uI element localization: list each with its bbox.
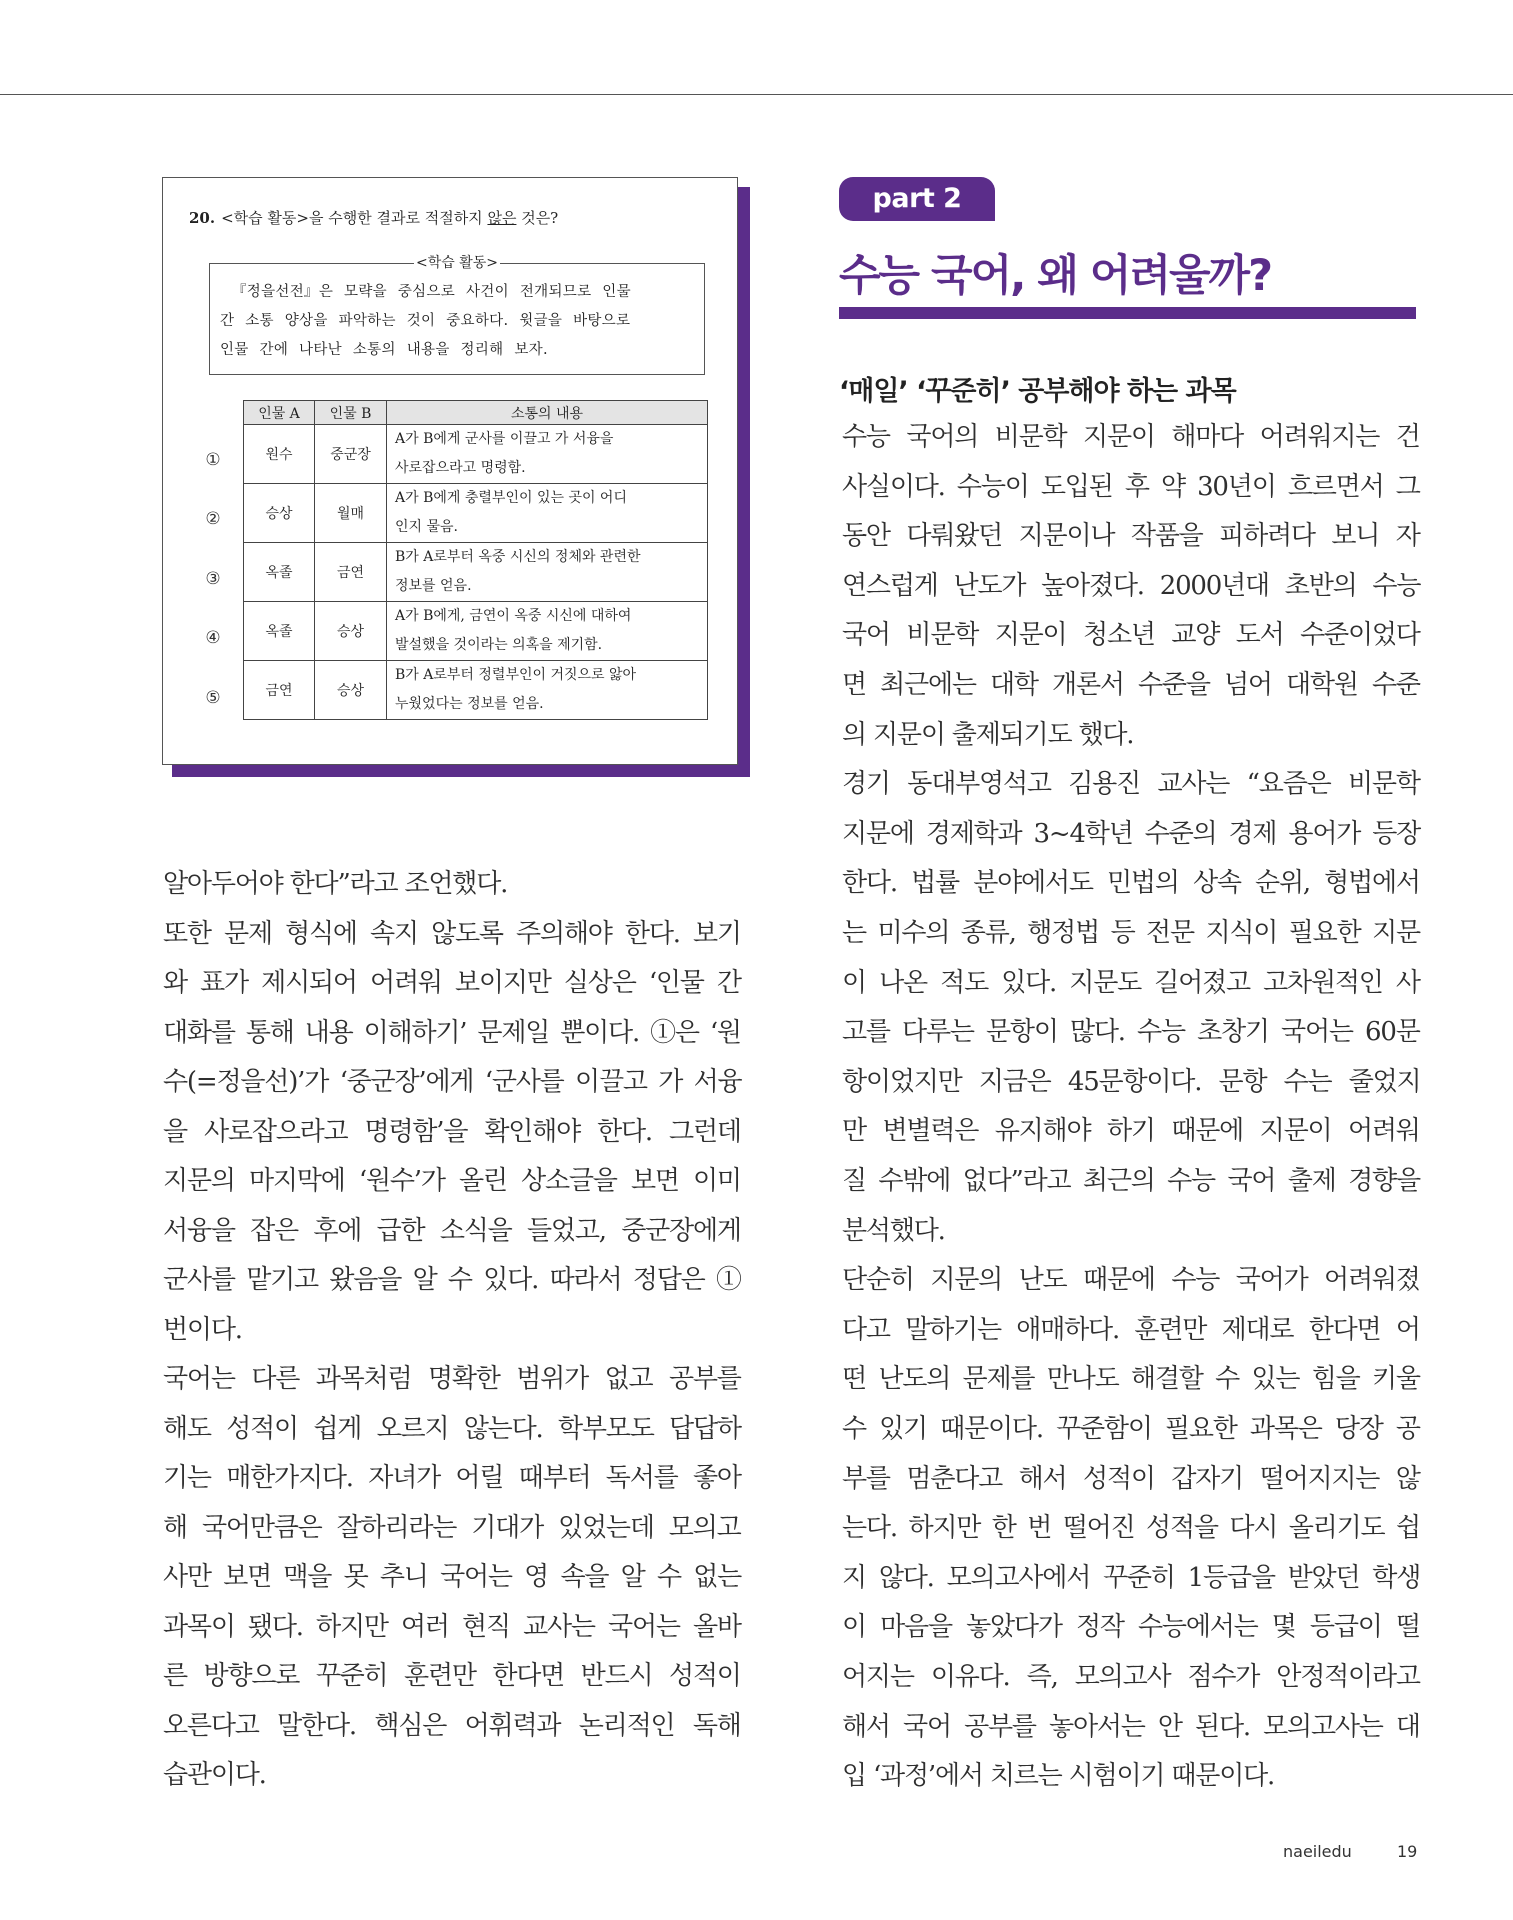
- table-cell-person-a: 금연: [244, 661, 315, 720]
- question-prompt-end: 것은?: [516, 209, 559, 227]
- body-text-line: 서융을 잡은 후에 급한 소식을 들었고, 중군장에게: [163, 1215, 741, 1246]
- top-rule: [0, 94, 1513, 95]
- question-title: [189, 207, 558, 228]
- body-text-line: 입 ‘과정’에서 치르는 시험이기 때문이다.: [842, 1761, 1275, 1792]
- body-text-line: 과목이 됐다. 하지만 여러 현직 교사는 국어는 올바: [163, 1611, 741, 1642]
- body-text-line: 수(=정을선)’가 ‘중군장’에게 ‘군사를 이끌고 가 서융: [163, 1067, 742, 1097]
- body-text-line: 의 지문이 출제되기도 했다.: [842, 719, 1134, 750]
- body-text-line: 는다. 하지만 한 번 떨어진 성적을 다시 올리기도 쉽: [842, 1513, 1420, 1544]
- body-text-line: 면 최근에는 대학 개론서 수준을 넘어 대학원 수준: [842, 670, 1420, 700]
- question-box: [162, 177, 740, 767]
- content-line: 발설했을 것이라는 의혹을 제기함.: [395, 637, 603, 653]
- content-line: B가 A로부터 옥중 시신의 정체와 관련한: [395, 549, 641, 565]
- body-text-line: 만 변별력은 유지해야 하기 때문에 지문이 어려워: [842, 1116, 1420, 1147]
- part-label-badge: part 2: [839, 177, 995, 221]
- table-header-cell: 인물 B: [315, 401, 387, 425]
- body-text-line: 동안 다뤄왔던 지문이나 작품을 피하려다 보니 자: [842, 521, 1420, 552]
- content-line: 정보를 얻음.: [395, 578, 472, 594]
- body-text-line: 번이다.: [163, 1314, 242, 1345]
- body-text-line: 항이었지만 지금은 45문항이다. 문항 수는 줄었지: [842, 1066, 1421, 1097]
- content-line: 누웠었다는 정보를 얻음.: [395, 696, 544, 712]
- table-cell-content: [387, 543, 708, 602]
- body-text-line: 사실이다. 수능이 도입된 후 약 30년이 흐르면서 그: [842, 471, 1420, 502]
- body-text-line: 또한 문제 형식에 속지 않도록 주의해야 한다. 보기: [163, 918, 741, 949]
- table-row: [244, 661, 708, 720]
- body-text-line: 해서 국어 공부를 놓아서는 안 된다. 모의고사는 대: [842, 1711, 1420, 1742]
- body-text-line: 수 있기 때문이다. 꾸준함이 필요한 과목은 당장 공: [842, 1414, 1420, 1444]
- body-text-line: 알아두어야 한다”라고 조언했다.: [163, 869, 508, 899]
- table-cell-person-b: 중군장: [315, 425, 387, 484]
- content-line: B가 A로부터 정렬부인이 거짓으로 앓아: [395, 667, 637, 683]
- communication-table: [243, 400, 708, 720]
- body-text-line: 떤 난도의 문제를 만나도 해결할 수 있는 힘을 키울: [842, 1364, 1420, 1395]
- body-text-line: 경기 동대부영석고 김용진 교사는 “요즘은 비문학: [842, 769, 1420, 800]
- body-text-line: 해 국어만큼은 잘하리라는 기대가 있었는데 모의고: [163, 1512, 741, 1543]
- table-cell-person-b: 승상: [315, 661, 387, 720]
- body-text-line: 수능 국어의 비문학 지문이 해마다 어려워지는 건: [842, 422, 1420, 452]
- footer-brand: naeiledu: [1283, 1842, 1352, 1861]
- body-text-line: 분석했다.: [842, 1215, 945, 1246]
- learning-activity-box: [209, 255, 705, 375]
- body-text-line: 어지는 이유다. 즉, 모의고사 점수가 안정적이라고: [842, 1662, 1420, 1692]
- choice-marker: ⑤: [205, 688, 221, 708]
- body-text-line: 을 사로잡으라고 명령함’을 확인해야 한다. 그런데: [163, 1116, 741, 1147]
- learning-activity-line: 간 소통 양상을 파악하는 것이 중요하다. 윗글을 바탕으로: [220, 313, 631, 329]
- table-cell-person-a: 승상: [244, 484, 315, 543]
- body-text-line: 습관이다.: [163, 1760, 266, 1790]
- table-cell-content: [387, 661, 708, 720]
- table-header-cell: 소통의 내용: [387, 401, 708, 425]
- table-row: [244, 425, 708, 484]
- body-text-line: 이 나온 적도 있다. 지문도 길어졌고 고차원적인 사: [842, 967, 1420, 998]
- body-text-line: 와 표가 제시되어 어려워 보이지만 실상은 ‘인물 간: [163, 968, 741, 998]
- body-text-line: 해도 성적이 쉽게 오르지 않는다. 학부모도 답답하: [163, 1413, 741, 1444]
- choice-marker: ②: [205, 509, 221, 529]
- body-text-line: 대화를 통해 내용 이해하기’ 문제일 뿐이다. ①은 ‘원: [163, 1017, 741, 1048]
- body-text-line: 연스럽게 난도가 높아졌다. 2000년대 초반의 수능: [842, 570, 1421, 601]
- page-number: 19: [1397, 1842, 1418, 1861]
- body-text-line: 른 방향으로 꾸준히 훈련만 한다면 반드시 성적이: [163, 1661, 741, 1691]
- choice-marker: ④: [205, 628, 221, 648]
- table-row: [244, 602, 708, 661]
- body-text-line: 지문에 경제학과 3~4학년 수준의 경제 용어가 등장: [842, 818, 1421, 849]
- table-cell-person-a: 옥졸: [244, 543, 315, 602]
- body-text-line: 군사를 맡기고 왔음을 알 수 있다. 따라서 정답은 ①: [163, 1265, 741, 1295]
- body-text-line: 국어는 다른 과목처럼 명확한 범위가 없고 공부를: [163, 1364, 741, 1394]
- body-text-line: 는 미수의 종류, 행정법 등 전문 지식이 필요한 지문: [842, 918, 1420, 948]
- table-cell-person-a: 원수: [244, 425, 315, 484]
- body-text-line: 부를 멈춘다고 해서 성적이 갑자기 떨어지지는 않: [842, 1463, 1420, 1494]
- question-number: 20.: [189, 209, 216, 227]
- content-line: A가 B에게, 금연이 옥중 시신에 대하여: [395, 608, 632, 624]
- table-header-row: [244, 401, 708, 425]
- body-text-line: 이 마음을 놓았다가 정작 수능에서는 몇 등급이 떨: [842, 1612, 1420, 1643]
- table-cell-person-b: 월매: [315, 484, 387, 543]
- content-line: 인지 물음.: [395, 519, 458, 535]
- body-text-line: 다고 말하기는 애매하다. 훈련만 제대로 한다면 어: [842, 1314, 1420, 1345]
- section-headline: 수능 국어, 왜 어려울까?: [839, 251, 1272, 301]
- learning-activity-line: 인물 간에 나타난 소통의 내용을 정리해 보자.: [220, 342, 548, 358]
- table-cell-content: [387, 602, 708, 661]
- table-cell-person-b: 금연: [315, 543, 387, 602]
- body-text-line: 질 수밖에 없다”라고 최근의 수능 국어 출제 경향을: [842, 1166, 1420, 1196]
- body-text-line: 기는 매한가지다. 자녀가 어릴 때부터 독서를 좋아: [163, 1463, 741, 1493]
- table-row: [244, 543, 708, 602]
- body-text-line: 사만 보면 맥을 못 추니 국어는 영 속을 알 수 없는: [163, 1562, 742, 1592]
- choice-marker: ①: [205, 450, 221, 470]
- table-cell-person-a: 옥졸: [244, 602, 315, 661]
- headline-underline-bar: [839, 307, 1416, 319]
- body-text-line: 한다. 법률 분야에서도 민법의 상속 순위, 형법에서: [842, 868, 1420, 899]
- learning-activity-title: <학습 활동>: [415, 255, 498, 271]
- body-text-line: 지 않다. 모의고사에서 꾸준히 1등급을 받았던 학생: [842, 1562, 1421, 1593]
- body-text-line: 오른다고 말한다. 핵심은 어휘력과 논리적인 독해: [163, 1710, 741, 1741]
- body-text-line: 고를 다루는 문항이 많다. 수능 초창기 국어는 60문: [842, 1017, 1420, 1048]
- learning-activity-text: [220, 278, 694, 365]
- table-row: [244, 484, 708, 543]
- body-text-line: 국어 비문학 지문이 청소년 교양 도서 수준이었다: [842, 620, 1420, 651]
- content-line: A가 B에게 군사를 이끌고 가 서융을: [395, 431, 614, 447]
- question-prompt-underlined: 않은: [487, 209, 517, 227]
- learning-activity-line: 『정을선전』은 모략을 중심으로 사건이 전개되므로 인물: [232, 284, 631, 300]
- content-line: 사로잡으라고 명령함.: [395, 460, 526, 476]
- question-card: [162, 177, 738, 765]
- table-cell-person-b: 승상: [315, 602, 387, 661]
- body-text-line: 단순히 지문의 난도 때문에 수능 국어가 어려워졌: [842, 1265, 1420, 1296]
- section-subheading: ‘매일’ ‘꾸준히’ 공부해야 하는 과목: [839, 376, 1236, 407]
- table-cell-content: [387, 425, 708, 484]
- table-header-cell: 인물 A: [244, 401, 315, 425]
- content-line: A가 B에게 충렬부인이 있는 곳이 어디: [395, 490, 627, 506]
- body-text-line: 지문의 마지막에 ‘원수’가 올린 상소글을 보면 이미: [163, 1166, 741, 1196]
- choice-marker: ③: [205, 569, 221, 589]
- question-prompt-start: <학습 활동>을 수행한 결과로 적절하지: [221, 209, 488, 227]
- table-cell-content: [387, 484, 708, 543]
